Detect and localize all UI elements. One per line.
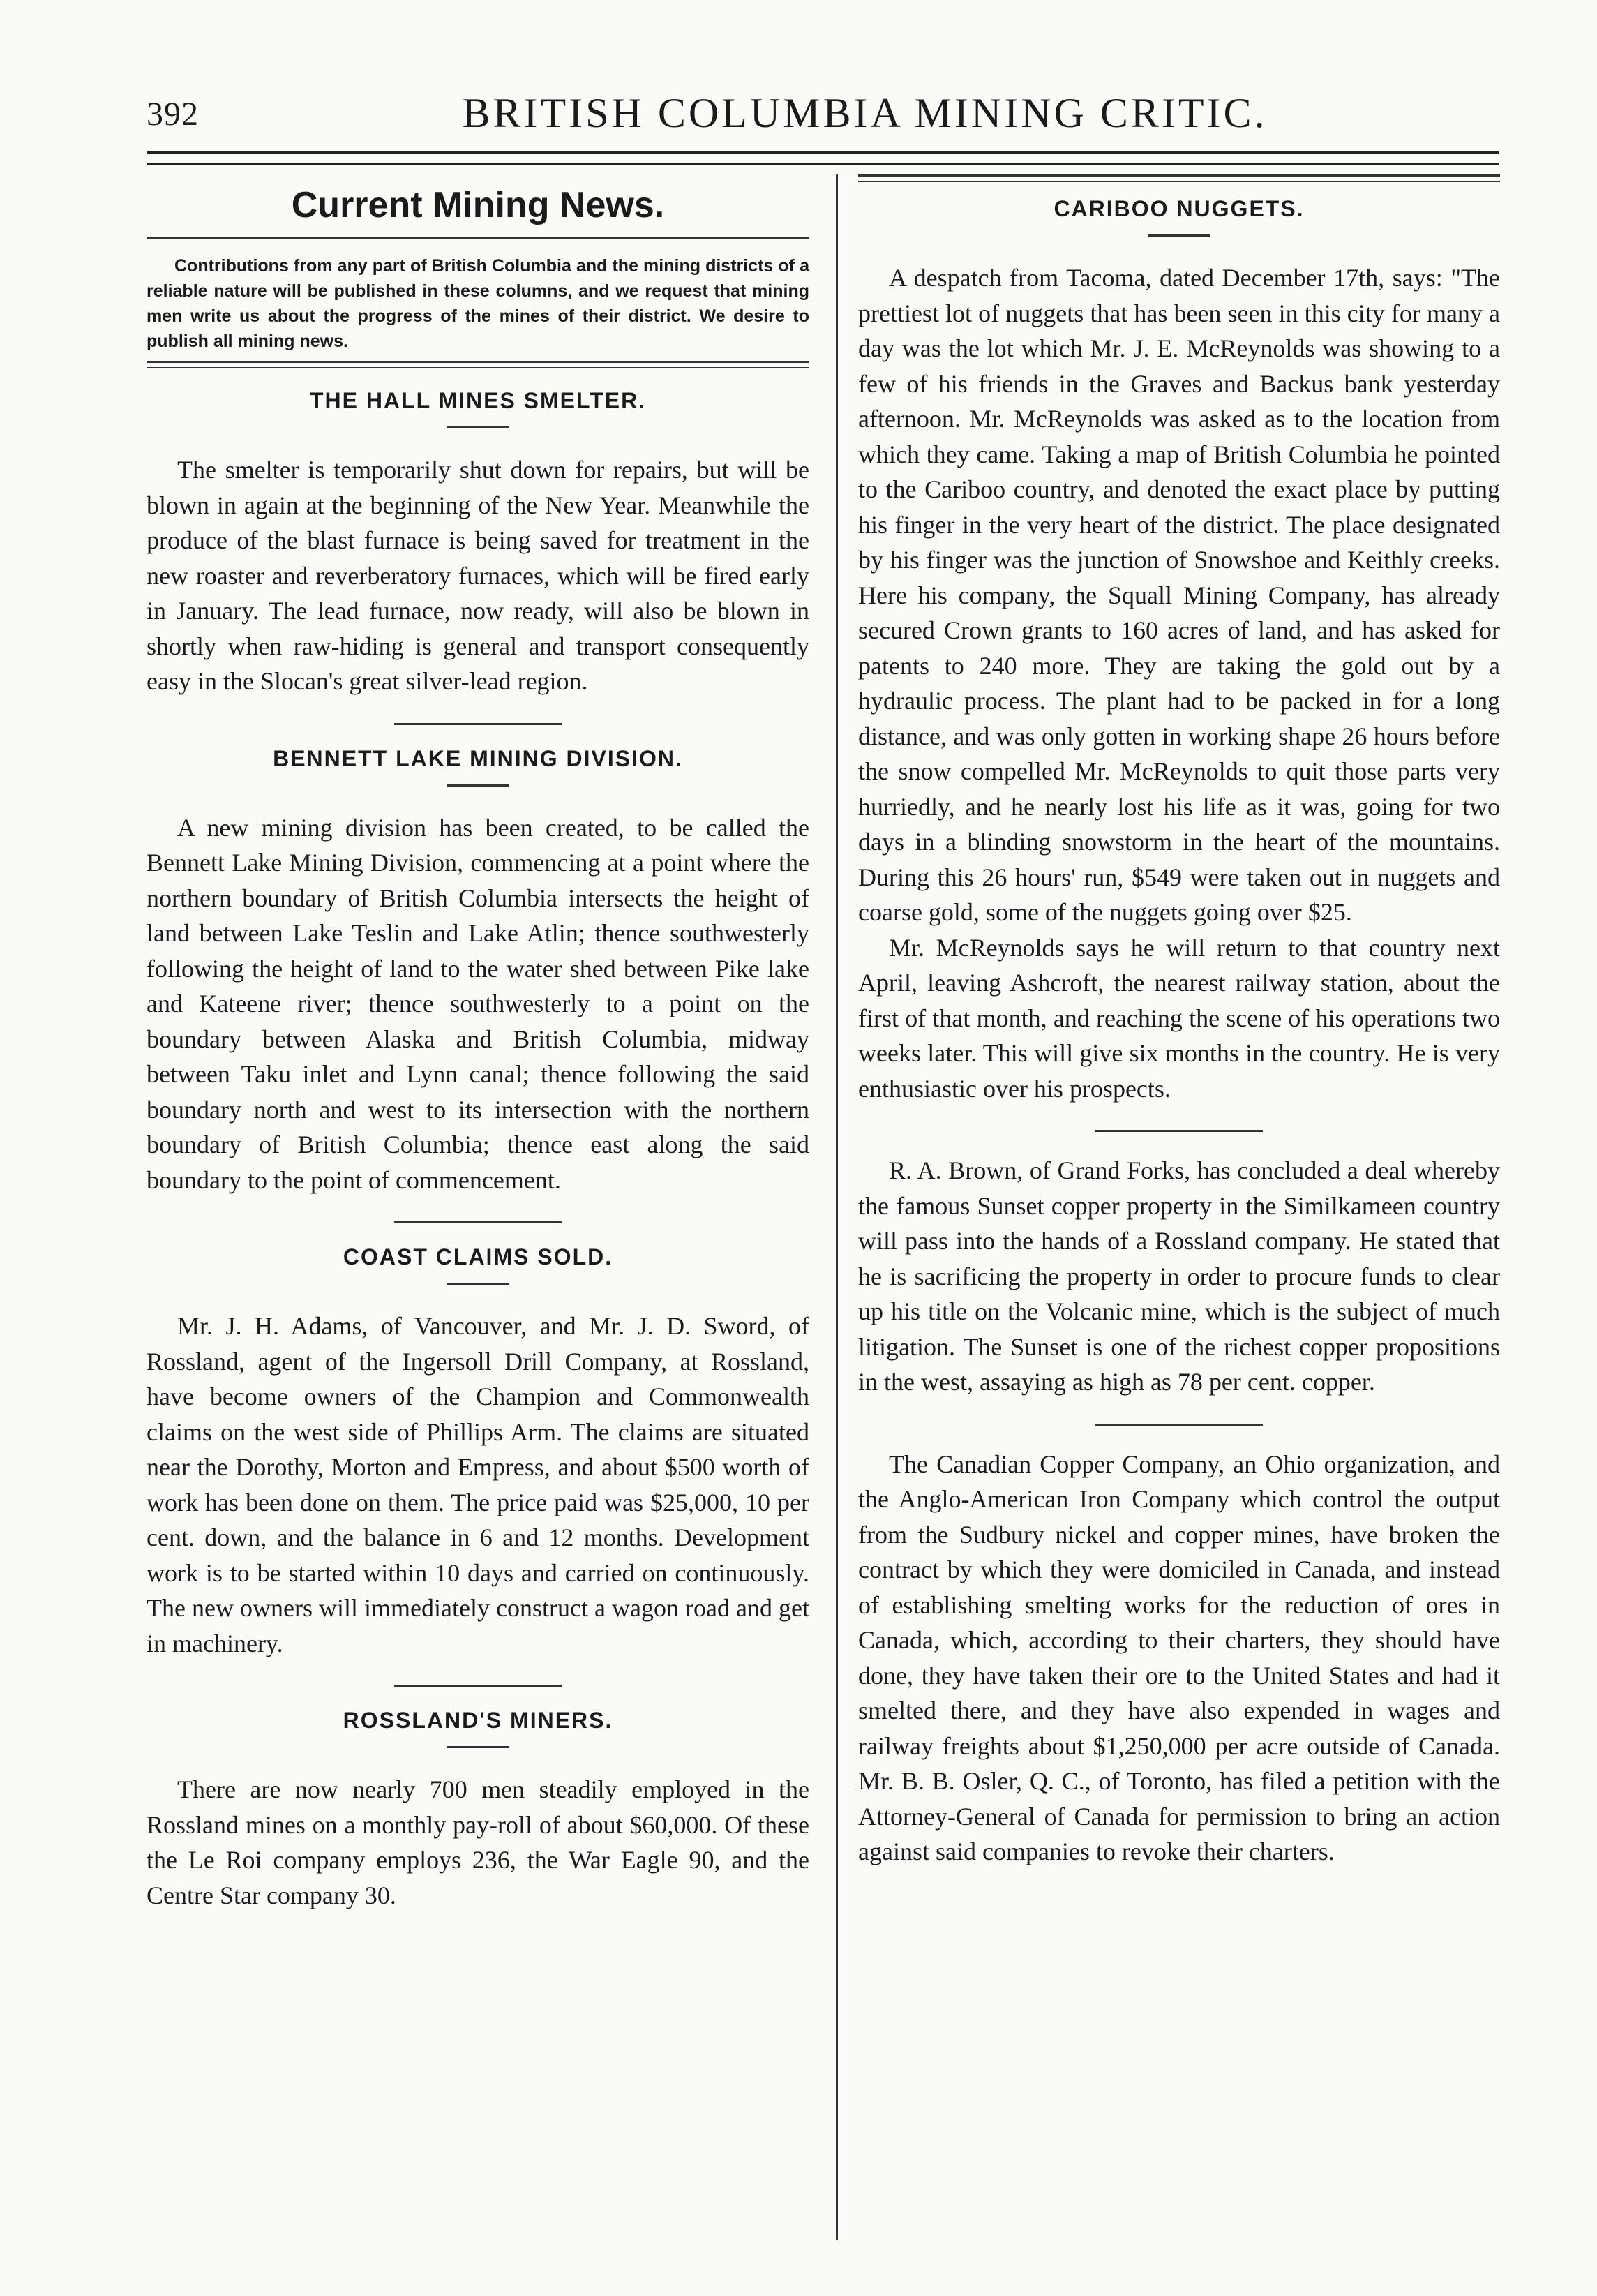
article-paragraph: There are now nearly 700 men steadily employed in the Rossland mines on a monthly pay-roll of about $60,000. Of these the Le Roi company employs 236, the War Eagle 90, and the Centre Star company 30.	[147, 1775, 809, 1909]
article-paragraph: R. A. Brown, of Grand Forks, has concluded a deal whereby the famous Sunset copper property in the Similkameen country will pass into the hands of a Rossland company. He stated that he is sacrificing the property in order to procure funds to clear up his title on the Volcanic mine, which is the subject of much litigation. The Sunset is one of the richest copper propositions in the west, assaying as high as 78 per cent. copper.	[858, 1156, 1500, 1396]
article-separator	[394, 1221, 562, 1223]
heading-short-rule	[447, 426, 509, 428]
heading-short-rule	[447, 1746, 509, 1748]
article-paragraph: A new mining division has been created, to be called the Bennett Lake Mining Division, commencing at a point where the northern boundary of British Columbia intersects the height of land between Lake Teslin and Lake Atlin; thence southwesterly following the height of land to the water shed between Pike lake and Kateene river; thence southwesterly to a point on the boundary between Alaska and British Columbia, midway between Taku inlet and Lynn canal; thence following the said boundary north and west to its intersection with the northern boundary of British Columbia; thence east along the said boundary to the point of commencement.	[147, 813, 809, 1194]
article-paragraph: The smelter is temporarily shut down for repairs, but will be blown in again at the beginning of the New Year. Meanwhile the produce of the blast furnace is being saved for treatment in the new roaster and reverberatory furnaces, which will be fired early in January. The lead furnace, now ready, will also be blown in shortly when raw-hiding is general and transport consequently easy in the Slocan's great silver-lead region.	[147, 456, 809, 695]
journal-title: BRITISH COLUMBIA MINING CRITIC.	[462, 90, 1268, 136]
section-heading: ROSSLAND'S MINERS.	[343, 1708, 613, 1733]
article-separator	[1095, 1130, 1263, 1132]
heading-short-rule	[447, 1283, 509, 1285]
heading-short-rule	[447, 784, 509, 787]
article-bennett-lake	[147, 746, 809, 1198]
header-rule-thin	[147, 163, 1499, 165]
heading-rule	[147, 237, 809, 239]
section-heading: THE HALL MINES SMELTER.	[309, 388, 647, 413]
section-heading: CARIBOO NUGGETS.	[1054, 196, 1305, 221]
article-paragraph: The Canadian Copper Company, an Ohio organization, and the Anglo-American Iron Company which control the output from the Sudbury nickel and copper mines, have broken the contract by which they were domiciled in Canada, and instead of establishing smelting works for the reduction of ores in Canada, which, according to their charters, they should have done, they have taken their ore to the United States and had it smelted there, and they have also expended in wages and railway freights about $1,250,000 per acre outside of Canada. Mr. B. B. Osler, Q. C., of Toronto, has filed a petition with the Attorney-General of Canada for permission to bring an action against said companies to revoke their charters.	[858, 1449, 1500, 1865]
notice-double-rule	[147, 361, 809, 368]
article-canadian-copper	[858, 1447, 1500, 1870]
header-rule-thick	[147, 151, 1499, 154]
top-double-rule	[858, 174, 1500, 182]
section-heading: BENNETT LAKE MINING DIVISION.	[273, 745, 683, 771]
contributions-notice: Contributions from any part of British Columbia and the mining districts of a reliable nature will be published in these columns, and we request that mining men write us about the progress of the mines of their district. We desire to publish all mining news.	[147, 256, 809, 351]
article-cariboo-nuggets	[858, 196, 1500, 1106]
article-sunset-copper	[858, 1153, 1500, 1400]
section-heading: COAST CLAIMS SOLD.	[343, 1244, 613, 1269]
current-mining-news-heading: Current Mining News.	[291, 185, 665, 225]
article-rosslands-miners	[147, 1708, 809, 1913]
left-column	[147, 174, 809, 1913]
article-hall-mines-smelter	[147, 388, 809, 699]
article-paragraph: Mr. McReynolds says he will return to that country next April, leaving Ashcroft, the nearest railway station, about the first of that month, and reaching the scene of his operations two weeks later. This will give six months in the country. He is very enthusiastic over his prospects.	[858, 933, 1500, 1103]
article-separator	[394, 1685, 562, 1687]
article-coast-claims	[147, 1244, 809, 1661]
article-paragraph: A despatch from Tacoma, dated December 17th, says: "The prettiest lot of nuggets that has been seen in this city for many a day was the lot which Mr. J. E. McReynolds was showing to a few of his friends in the Graves and Backus bank yesterday afternoon. Mr. McReynolds was asked as to the location from which they came. Taking a map of British Columbia he pointed to the Cariboo country, and denoted the exact place by putting his finger in the very heart of the district. The place designated by his finger was the junction of Snowshoe and Keithly creeks. Here his company, the Squall Mining Company, has already secured Crown grants to 160 acres of land, and has asked for patents to 240 more. They are taking the gold out by a hydraulic process. The plant had to be packed in for a long distance, and was only gotten in working shape 26 hours before the snow compelled Mr. McReynolds to quit those parts very hurriedly, and he nearly lost his life as it was, going for two days in a blinding snowstorm in the heart of the mountains. During this 26 hours' run, $549 were taken out in nuggets and coarse gold, some of the nuggets going over $25.	[858, 264, 1500, 926]
article-separator	[1095, 1424, 1263, 1426]
article-paragraph: Mr. J. H. Adams, of Vancouver, and Mr. J. D. Sword, of Rossland, agent of the Ingersoll Drill Company, at Rossland, have become owners of the Champion and Commonwealth claims on the west side of Phillips Arm. The claims are situated near the Dorothy, Morton and Empress, and about $500 worth of work has been done on them. The price paid was $25,000, 10 per cent. down, and the balance in 6 and 12 months. Development work is to be started within 10 days and carried on continuously. The new owners will immediately construct a wagon road and get in machinery.	[147, 1312, 809, 1657]
article-separator	[394, 723, 562, 725]
heading-short-rule	[1148, 234, 1210, 237]
page-number: 392	[147, 96, 199, 133]
right-column	[858, 174, 1500, 1870]
running-head	[147, 82, 1499, 145]
column-divider	[836, 174, 838, 2240]
